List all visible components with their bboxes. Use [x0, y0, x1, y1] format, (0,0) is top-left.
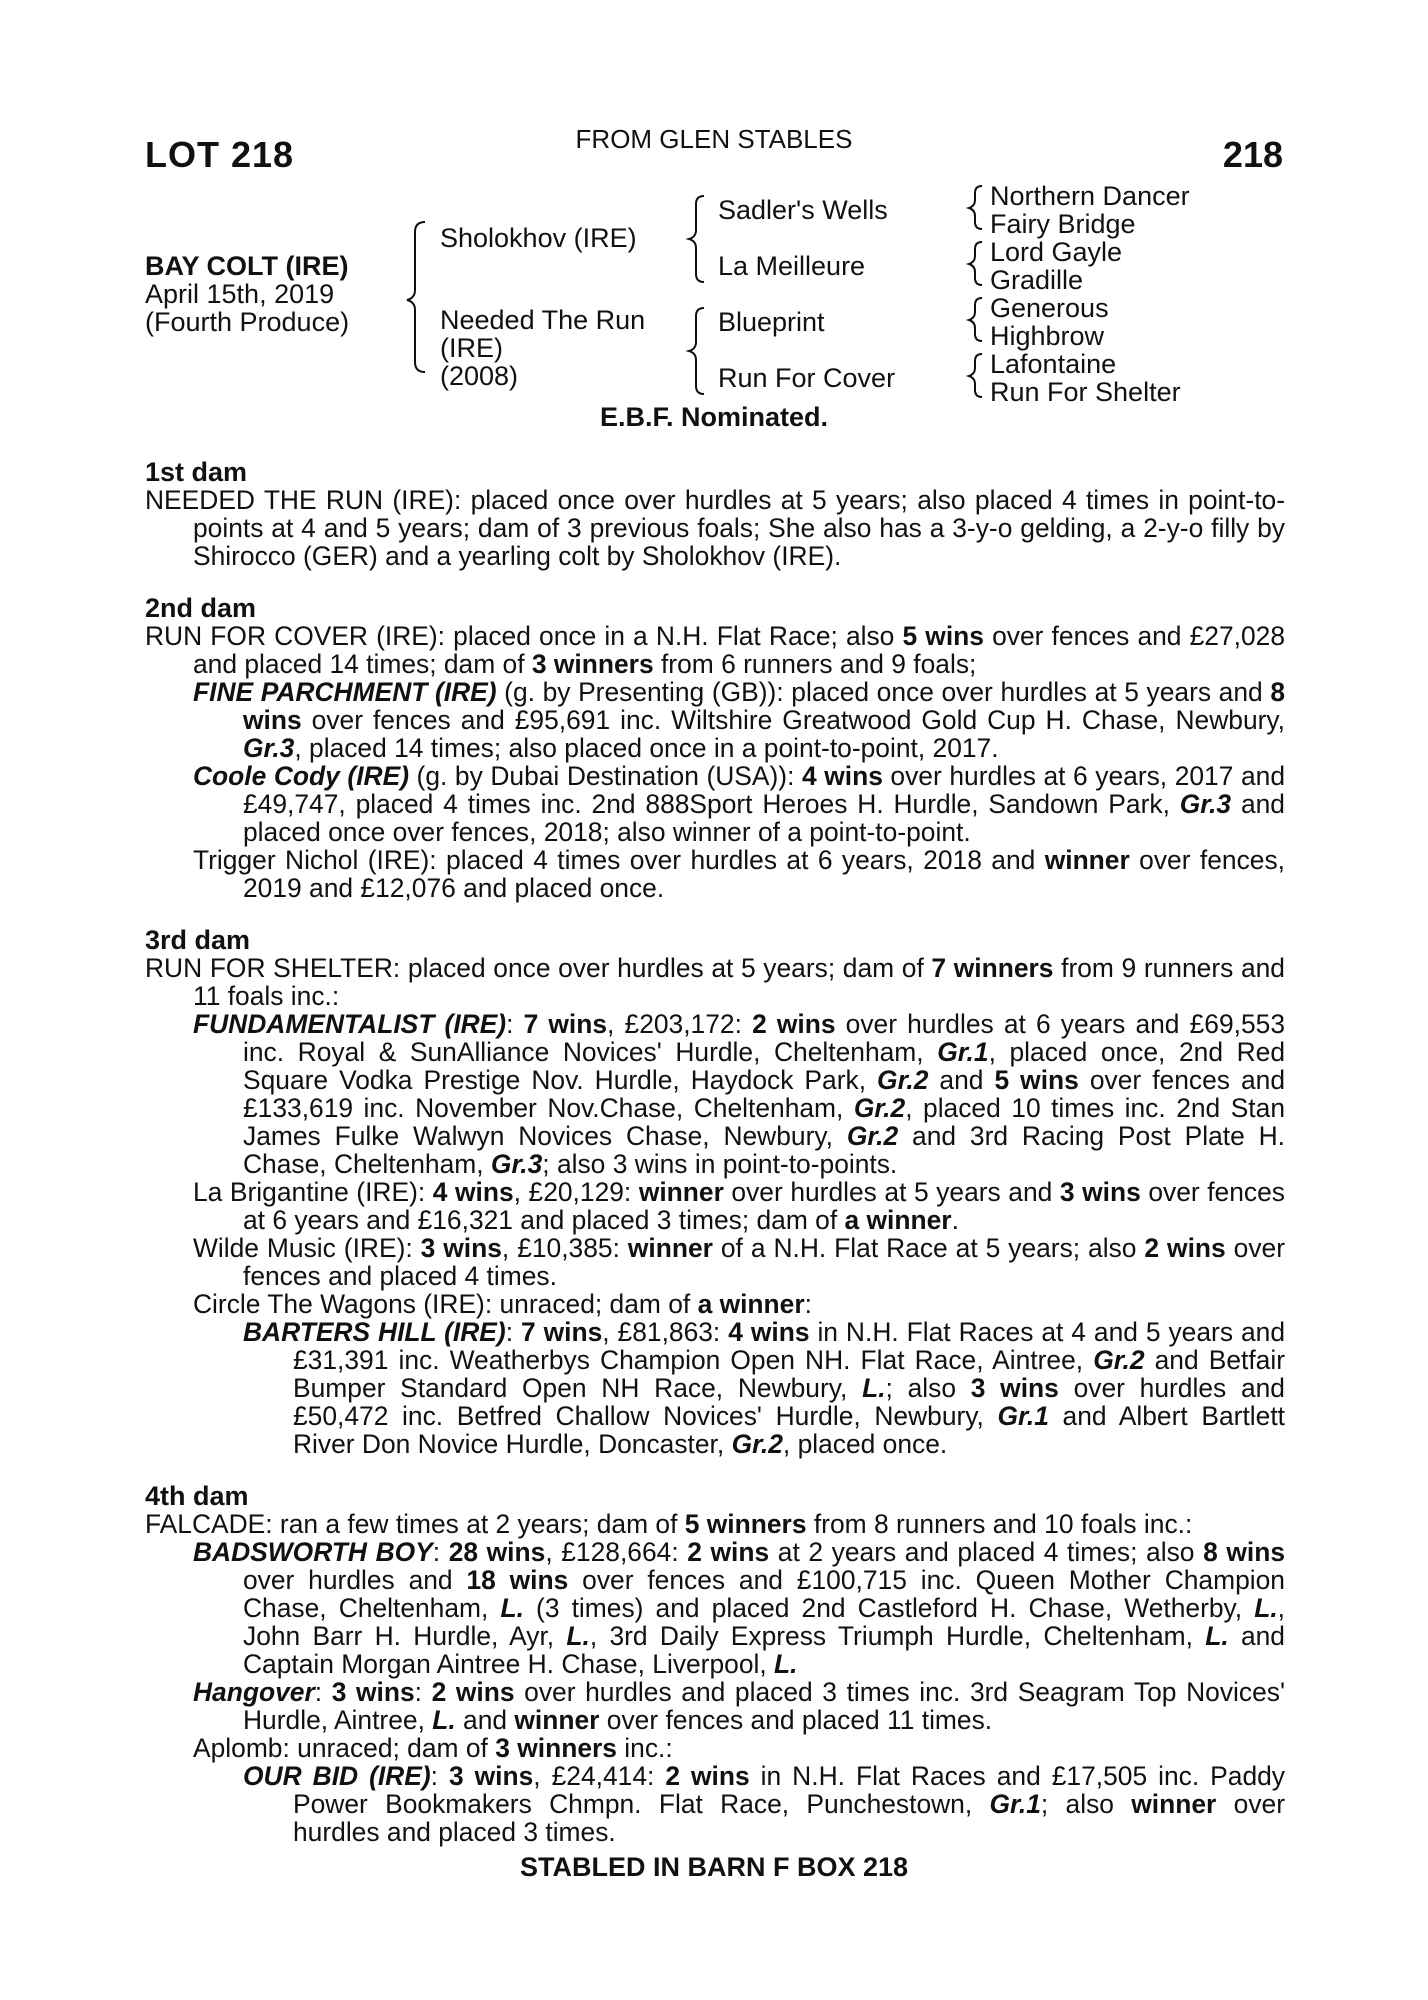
- brace-parents: [407, 222, 425, 372]
- pedigree-sire-sire: Sadler's Wells: [718, 195, 888, 225]
- entry-text: 3 winners: [495, 1733, 617, 1763]
- pedigree-entry: [145, 1734, 1285, 1762]
- entry-text: 2 wins: [1144, 1233, 1226, 1263]
- pedigree-sire-dam: La Meilleure: [718, 251, 866, 281]
- entry-text: over hurdles and placed 3 times inc. 3rd Seagram Top Novices' Hurdle, Aintree,: [243, 1677, 1285, 1735]
- entry-text: 5 winners: [684, 1509, 807, 1539]
- entry-text: 4 wins: [801, 761, 883, 791]
- horse-name: BAY COLT (IRE): [145, 251, 349, 281]
- pedigree-entry: [145, 678, 1285, 762]
- entry-text: and: [455, 1705, 515, 1735]
- pedigree-dam-dam: Run For Cover: [718, 363, 896, 393]
- entry-text: in N.H. Flat Races at 4 and 5 years and £31,391 inc. Weatherbys Champion Open NH. Flat Race, Aintree,: [293, 1317, 1285, 1375]
- entry-text: Aplomb: unraced; dam of: [193, 1733, 496, 1763]
- entry-text: L.: [566, 1621, 590, 1651]
- entry-text: 3 wins: [420, 1233, 502, 1263]
- entry-text: over fences and placed 4 times.: [243, 1233, 1285, 1291]
- entry-text: OUR BID (IRE): [243, 1761, 431, 1791]
- pedigree-gg-7: Lafontaine: [990, 349, 1117, 379]
- entry-text: over fences and £100,715 inc. Queen Mother Champion Chase, Cheltenham,: [243, 1565, 1285, 1623]
- entry-text: over fences at 6 years and £16,321 and placed 3 times; dam of: [243, 1177, 1285, 1235]
- pedigree-dam-sire: Blueprint: [718, 307, 825, 337]
- entry-text: :: [314, 1677, 332, 1707]
- pedigree-entry: [145, 762, 1285, 846]
- entry-text: , placed once.: [782, 1429, 948, 1459]
- entry-text: winner: [514, 1705, 600, 1735]
- entry-text: over fences and £95,691 inc. Wiltshire Greatwood Gold Cup H. Chase, Newbury,: [301, 705, 1285, 735]
- entry-text: and 3rd Racing Post Plate H. Chase, Cheltenham,: [243, 1121, 1286, 1179]
- pedigree-entry: [145, 1318, 1285, 1458]
- entry-text: Gr.2: [853, 1093, 906, 1123]
- entry-text: over fences and placed 11 times.: [599, 1705, 993, 1735]
- entry-text: Gr.2: [1093, 1345, 1145, 1375]
- entry-text: ; also 3 wins in point-to-points.: [542, 1149, 898, 1179]
- section-heading: 3rd dam: [145, 925, 251, 955]
- entry-text: :: [804, 1289, 812, 1319]
- entry-text: 3 wins: [331, 1677, 415, 1707]
- entry-text: Wilde Music (IRE):: [193, 1233, 421, 1263]
- entry-text: Gr.3: [1179, 789, 1232, 819]
- entry-text: FUNDAMENTALIST (IRE): [193, 1009, 507, 1039]
- entry-text: in N.H. Flat Races and £17,505 inc. Paddy Power Bookmakers Chmpn. Flat Race, Punchestown,: [293, 1761, 1286, 1819]
- entry-text: over fences and £133,619 inc. November Nov.Chase, Cheltenham,: [243, 1065, 1285, 1123]
- entry-text: over hurdles and placed 3 times.: [293, 1789, 1285, 1847]
- pedigree-entry: [145, 1234, 1285, 1290]
- entry-text: 18 wins: [466, 1565, 569, 1595]
- entry-text: a winner: [844, 1205, 952, 1235]
- entry-text: ; also: [1040, 1789, 1132, 1819]
- entry-text: over hurdles and £50,472 inc. Betfred Challow Novices' Hurdle, Newbury,: [293, 1373, 1285, 1431]
- entry-text: :: [506, 1009, 524, 1039]
- entry-text: , 3rd Daily Express Triumph Hurdle, Cheltenham,: [589, 1621, 1206, 1651]
- pedigree-entry: [145, 1510, 1285, 1538]
- entry-text: Coole Cody (IRE): [193, 761, 409, 791]
- pedigree-gg-2: Fairy Bridge: [990, 209, 1136, 239]
- entry-text: BARTERS HILL (IRE): [243, 1317, 506, 1347]
- entry-text: 3 winners: [531, 649, 654, 679]
- entry-text: Gr.3: [243, 733, 295, 763]
- entry-text: ; also: [885, 1373, 971, 1403]
- entry-text: over hurdles and: [243, 1565, 467, 1595]
- entry-text: L.: [1254, 1593, 1278, 1623]
- entry-text: :: [430, 1761, 449, 1791]
- entry-text: L.: [432, 1705, 456, 1735]
- pedigree-entry: [145, 846, 1285, 902]
- produce-record: [145, 458, 1285, 1846]
- entry-text: 3 wins: [970, 1373, 1059, 1403]
- entry-text: 3 wins: [448, 1761, 534, 1791]
- section-heading: 1st dam: [145, 457, 248, 487]
- pedigree-entry: [145, 1678, 1285, 1734]
- entry-text: Gr.2: [731, 1429, 783, 1459]
- brace-gg3: [969, 298, 982, 341]
- entry-text: Gr.2: [877, 1065, 929, 1095]
- entry-text: winner: [638, 1177, 724, 1207]
- pedigree-gg-5: Generous: [990, 293, 1109, 323]
- entry-text: winner: [1131, 1789, 1217, 1819]
- brace-sire: [689, 196, 704, 282]
- entry-text: , £20,129:: [513, 1177, 639, 1207]
- entry-text: Gr.1: [989, 1789, 1041, 1819]
- entry-text: and Albert Bartlett River Don Novice Hurdle, Doncaster,: [293, 1401, 1285, 1459]
- lot-label: LOT 218: [145, 134, 295, 175]
- entry-text: RUN FOR COVER (IRE): placed once in a N.H. Flat Race; also: [145, 621, 903, 651]
- entry-text: , placed once, 2nd Red Square Vodka Prestige Nov. Hurdle, Haydock Park,: [243, 1037, 1285, 1095]
- entry-text: winner: [627, 1233, 713, 1263]
- entry-text: Gr.1: [997, 1401, 1049, 1431]
- pedigree-entry: [145, 1290, 1285, 1318]
- entry-text: and placed once over fences, 2018; also winner of a point-to-point.: [243, 789, 1285, 847]
- entry-text: (3 times) and placed 2nd Castleford H. Chase, Wetherby,: [523, 1593, 1255, 1623]
- entry-text: , placed 14 times; also placed once in a point-to-point, 2017.: [294, 733, 999, 763]
- entry-text: Gr.3: [490, 1149, 543, 1179]
- pedigree-entry: [145, 1538, 1285, 1678]
- entry-text: Gr.1: [937, 1037, 989, 1067]
- entry-text: over hurdles at 6 years, 2017 and £49,747, placed 4 times inc. 2nd 888Sport Heroes H. Hurdle, Sandown Park,: [243, 761, 1285, 819]
- brace-gg1: [969, 186, 982, 229]
- entry-text: , £81,863:: [602, 1317, 729, 1347]
- pedigree-entry: [145, 1178, 1285, 1234]
- entry-text: and Betfair Bumper Standard Open NH Race, Newbury,: [293, 1345, 1285, 1403]
- entry-text: from 8 runners and 10 foals inc.:: [806, 1509, 1193, 1539]
- ebf-nomination: E.B.F. Nominated.: [599, 402, 829, 432]
- horse-produce: (Fourth Produce): [145, 307, 350, 337]
- horse-foaled: April 15th, 2019: [145, 279, 335, 309]
- entry-text: of a N.H. Flat Race at 5 years; also: [712, 1233, 1145, 1263]
- section-heading: 2nd dam: [145, 593, 257, 623]
- entry-text: over fences and £27,028 and placed 14 times; dam of: [193, 621, 1285, 679]
- entry-text: , £203,172:: [607, 1009, 753, 1039]
- pedigree-gg-8: Run For Shelter: [990, 377, 1181, 407]
- entry-text: Circle The Wagons (IRE): unraced; dam of: [193, 1289, 698, 1319]
- pedigree-gg-3: Lord Gayle: [990, 237, 1123, 267]
- brace-dam: [689, 308, 704, 394]
- entry-text: and Captain Morgan Aintree H. Chase, Liverpool,: [243, 1621, 1285, 1679]
- entry-text: over hurdles at 5 years and: [723, 1177, 1060, 1207]
- pedigree-sire: Sholokhov (IRE): [440, 223, 637, 253]
- pedigree-entry: [145, 622, 1285, 678]
- consignor: FROM GLEN STABLES: [575, 124, 853, 154]
- pedigree-braces: [0, 0, 1428, 420]
- entry-text: 8 wins: [1203, 1537, 1285, 1567]
- entry-text: 3 wins: [1059, 1177, 1141, 1207]
- entry-text: :: [414, 1677, 432, 1707]
- entry-text: La Brigantine (IRE):: [193, 1177, 433, 1207]
- entry-text: .: [951, 1205, 959, 1235]
- entry-text: 5 wins: [994, 1065, 1079, 1095]
- entry-text: over fences, 2019 and £12,076 and placed once.: [243, 845, 1285, 903]
- pedigree-gg-1: Northern Dancer: [990, 181, 1190, 211]
- entry-text: winner: [1044, 845, 1130, 875]
- entry-text: 7 winners: [931, 953, 1054, 983]
- pedigree-gg-4: Gradille: [990, 265, 1084, 295]
- entry-text: , £10,385:: [501, 1233, 628, 1263]
- entry-text: L.: [500, 1593, 524, 1623]
- section-heading: 4th dam: [145, 1481, 249, 1511]
- entry-text: L.: [774, 1649, 798, 1679]
- pedigree-entry: [145, 486, 1285, 570]
- entry-text: :: [505, 1317, 521, 1347]
- pedigree-entry: [145, 1010, 1285, 1178]
- pedigree-dam: Needed The Run (IRE) (2008): [440, 305, 646, 391]
- brace-gg4: [969, 354, 982, 397]
- entry-text: over hurdles at 6 years and £69,553 inc. Royal & SunAlliance Novices' Hurdle, Cheltenham,: [243, 1009, 1286, 1067]
- entry-text: , £128,664:: [545, 1537, 688, 1567]
- brace-gg2: [969, 242, 982, 285]
- entry-text: :: [432, 1537, 449, 1567]
- entry-text: 5 wins: [902, 621, 984, 651]
- entry-text: 28 wins: [448, 1537, 546, 1567]
- entry-text: Trigger Nichol (IRE): placed 4 times over hurdles at 6 years, 2018 and: [193, 845, 1045, 875]
- entry-text: Hangover: [193, 1677, 315, 1707]
- entry-text: 4 wins: [432, 1177, 514, 1207]
- entry-text: , John Barr H. Hurdle, Ayr,: [243, 1593, 1286, 1651]
- entry-text: , £24,414:: [533, 1761, 666, 1791]
- entry-text: 2 wins: [431, 1677, 515, 1707]
- entry-text: RUN FOR SHELTER: placed once over hurdles at 5 years; dam of: [145, 953, 932, 983]
- entry-text: FINE PARCHMENT (IRE): [193, 677, 497, 707]
- lot-number: 218: [1222, 134, 1283, 175]
- entry-text: L.: [1205, 1621, 1229, 1651]
- entry-text: 2 wins: [752, 1009, 836, 1039]
- pedigree-gg-6: Highbrow: [990, 321, 1105, 351]
- entry-text: at 2 years and placed 4 times; also: [769, 1537, 1204, 1567]
- entry-text: Gr.2: [846, 1121, 899, 1151]
- entry-text: NEEDED THE RUN (IRE): placed once over hurdles at 5 years; also placed 4 times in point-to-points at 4 and 5 years; dam of 3 previous foals; She also has a 3-y-o gelding, a 2-y-o filly by Shirocco (GER) and a yearling colt by Sholokhov (IRE).: [145, 485, 1285, 571]
- entry-text: 2 wins: [665, 1761, 750, 1791]
- pedigree-entry: [145, 954, 1285, 1010]
- entry-text: 4 wins: [728, 1317, 810, 1347]
- entry-text: 8 wins: [243, 677, 1286, 735]
- stabling-note: STABLED IN BARN F BOX 218: [519, 1852, 909, 1882]
- entry-text: L.: [862, 1373, 886, 1403]
- entry-text: a winner: [697, 1289, 805, 1319]
- entry-text: 7 wins: [523, 1009, 608, 1039]
- entry-text: FALCADE: ran a few times at 2 years; dam of: [145, 1509, 685, 1539]
- entry-text: from 6 runners and 9 foals;: [653, 649, 977, 679]
- entry-text: and: [928, 1065, 995, 1095]
- entry-text: (g. by Dubai Destination (USA)):: [408, 761, 802, 791]
- entry-text: BADSWORTH BOY: [193, 1537, 433, 1567]
- entry-text: (g. by Presenting (GB)): placed once over hurdles at 5 years and: [496, 677, 1271, 707]
- entry-text: inc.:: [616, 1733, 673, 1763]
- pedigree-entry: [145, 1762, 1285, 1846]
- entry-text: from 9 runners and 11 foals inc.:: [193, 953, 1285, 1011]
- entry-text: 7 wins: [520, 1317, 603, 1347]
- entry-text: 2 wins: [687, 1537, 770, 1567]
- entry-text: , placed 10 times inc. 2nd Stan James Fulke Walwyn Novices Chase, Newbury,: [243, 1093, 1285, 1151]
